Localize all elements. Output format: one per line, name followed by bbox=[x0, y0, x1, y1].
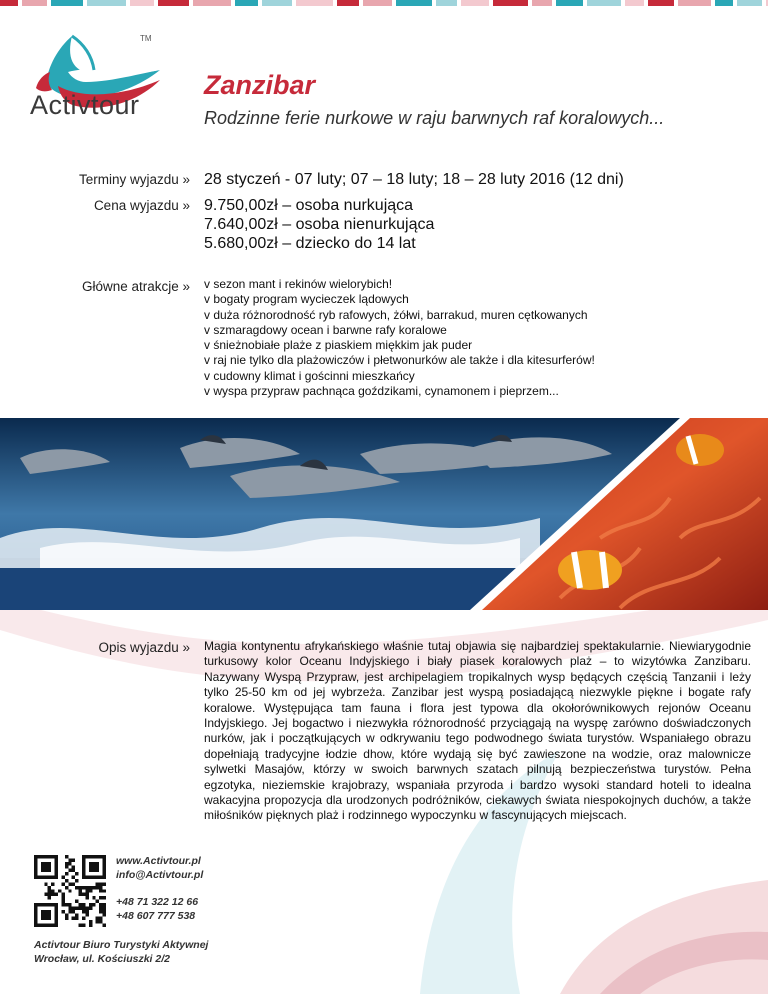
stripe-segment bbox=[461, 0, 489, 6]
stripe-segment bbox=[678, 0, 711, 6]
list-item: v wyspa przypraw pachnąca goździkami, cynamonem i pieprzem... bbox=[204, 384, 559, 399]
stripe-segment bbox=[22, 0, 47, 6]
brand-name: Activtour bbox=[30, 90, 140, 120]
list-item: v sezon mant i rekinów wielorybich! bbox=[204, 277, 393, 291]
price-line: 7.640,00zł – osoba nienurkująca bbox=[204, 216, 435, 233]
attractions-label: Główne atrakcje » bbox=[81, 279, 190, 294]
qr-code bbox=[34, 855, 106, 927]
stripe-segment bbox=[625, 0, 644, 6]
stripe-segment bbox=[193, 0, 231, 6]
trademark-mark: TM bbox=[140, 34, 152, 43]
list-item: v duża różnorodność ryb rafowych, żółwi, barrakud, muren cętkowanych bbox=[204, 307, 588, 322]
stripe-segment bbox=[737, 0, 762, 6]
description-text: Magia kontynentu afrykańskiego właśnie tutaj objawia się najbardziej spektakularnie. Niewiarygodnie turkusowy kolor Oceanu Indyjskiego i biały piasek koralowych plaż – to wizytówka Zanzibaru. Nazywany Wyspą Przypraw, jest archipelagiem tropikalnych wysp będących częścią Tanzanii i leży tylko 25-50 km od jej wybrzeża. Zanzibar jest wyspą posiadającą niezwykle piękne i bogate rafy koralowe. Występująca tam fauna i flora jest typowa dla okołorównikowych rejonów Oceanu Indyjskiego. Jej bogactwo i niezwykła różnorodność przyciągają na wyspę zarówno doświadczonych nurków, jak i początkujących w odkrywaniu tego podwodnego świata turystów. Wspaniałego obrazu dopełniają tradycyjne łodzie dhow, które wydają się być zawieszone na wodzie, oraz malownicze sylwetki Masajów, którzy w swoich barwnych szatach pilnują bezpieczeństwa turystów. Pełna egzotyka, nieziemskie krajobrazy, wspaniała przyroda i bardzo wysoki standard hoteli to idealna wakacyjna propozycja dla urodzonych podróżników, ciekawych świata niespokojnych duchów, a także miłośników pięknych plaż i rodzinnego wypoczynku w fascynujących miejscach. bbox=[204, 639, 751, 823]
list-item: v cudowny klimat i gościnni mieszkańcy bbox=[204, 368, 415, 383]
dolphins-and-clownfish-photo bbox=[0, 418, 768, 610]
email-text: info@Activtour.pl bbox=[116, 869, 204, 881]
stripe-segment bbox=[493, 0, 528, 6]
stripe-segment bbox=[296, 0, 333, 6]
company-address: Wrocław, ul. Kościuszki 2/2 bbox=[34, 953, 170, 965]
stripe-segment bbox=[556, 0, 583, 6]
top-color-stripe bbox=[0, 0, 768, 6]
stripe-segment bbox=[396, 0, 432, 6]
stripe-segment bbox=[337, 0, 359, 6]
stripe-segment bbox=[715, 0, 733, 6]
description-label: Opis wyjazdu » bbox=[98, 640, 190, 655]
list-item: v bogaty program wycieczek lądowych bbox=[204, 292, 409, 307]
phone-text: +48 71 322 12 66 bbox=[116, 896, 199, 908]
stripe-segment bbox=[436, 0, 457, 6]
stripe-segment bbox=[235, 0, 258, 6]
stripe-segment bbox=[587, 0, 621, 6]
price-line: 5.680,00zł – dziecko do 14 lat bbox=[204, 235, 416, 252]
phone-text: +48 607 777 538 bbox=[116, 910, 196, 922]
terms-label: Terminy wyjazdu » bbox=[78, 172, 190, 187]
stripe-segment bbox=[51, 0, 83, 6]
stripe-segment bbox=[130, 0, 154, 6]
list-item: v raj nie tylko dla plażowiczów i płetwonurków ale także i dla kitesurferów! bbox=[204, 353, 595, 368]
terms-value: 28 styczeń - 07 luty; 07 – 18 luty; 18 – 28 luty 2016 (12 dni) bbox=[204, 171, 624, 188]
price-label: Cena wyjazdu » bbox=[93, 198, 190, 213]
page-title: Zanzibar bbox=[204, 70, 316, 100]
attractions-list bbox=[204, 277, 595, 399]
list-item: v śnieżnobiałe plaże z piaskiem miękkim jak puder bbox=[204, 338, 473, 353]
page-subtitle: Rodzinne ferie nurkowe w raju barwnych raf koralowych... bbox=[204, 108, 665, 128]
price-line: 9.750,00zł – osoba nurkująca bbox=[204, 197, 414, 214]
stripe-segment bbox=[158, 0, 189, 6]
list-item: v szmaragdowy ocean i barwne rafy koralowe bbox=[204, 322, 447, 337]
website-text: www.Activtour.pl bbox=[116, 855, 201, 867]
stripe-segment bbox=[363, 0, 392, 6]
stripe-segment bbox=[0, 0, 18, 6]
stripe-segment bbox=[532, 0, 552, 6]
company-name: Activtour Biuro Turystyki Aktywnej bbox=[34, 939, 209, 951]
stripe-segment bbox=[648, 0, 674, 6]
stripe-segment bbox=[87, 0, 126, 6]
stripe-segment bbox=[262, 0, 292, 6]
